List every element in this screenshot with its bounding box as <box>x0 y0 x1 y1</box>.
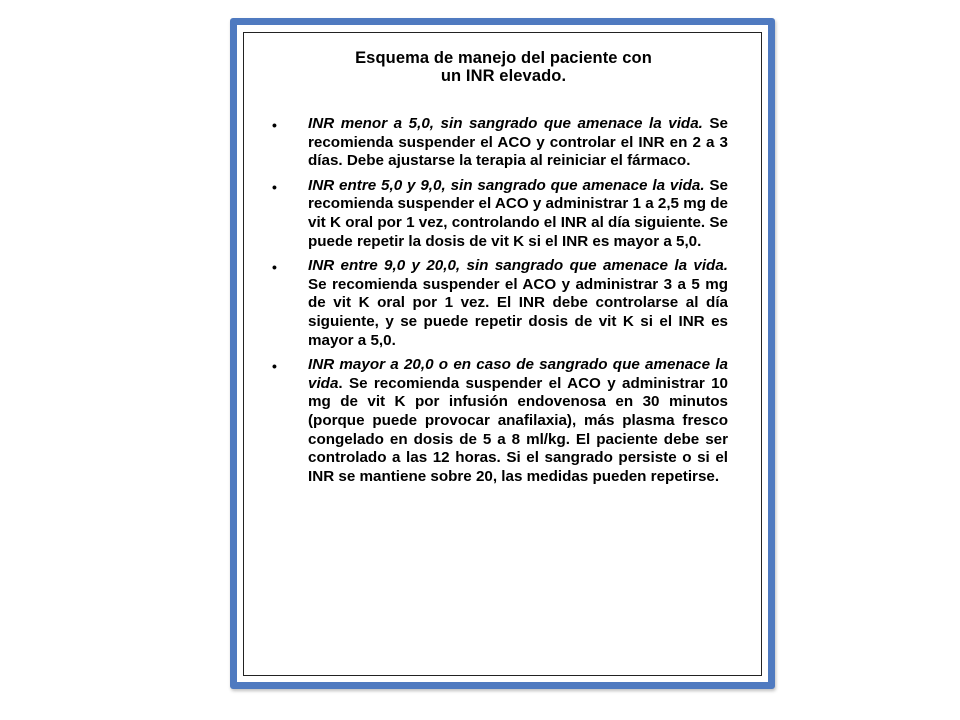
item-condition: INR entre 5,0 y 9,0, sin sangrado que amenace la vida. <box>308 176 705 194</box>
item-recommendation: Se recomienda suspender el ACO y administrar 1 a 2,5 mg de vit K oral por 1 vez, controlando el INR al día siguiente. Se puede repetir la dosis de vit K si el INR es mayor a 5,0. <box>308 176 728 250</box>
title-line-1: Esquema de manejo del paciente con <box>355 49 652 67</box>
item-condition: INR menor a 5,0, sin sangrado que amenace la vida. <box>308 115 703 132</box>
document-title <box>244 49 763 85</box>
bullet-icon: • <box>272 178 277 195</box>
list-item <box>272 177 728 251</box>
item-recommendation: Se recomienda suspender el ACO y controlar el INR en 2 a 3 días. Debe ajustarse la terapia al reiniciar el fármaco. <box>308 115 728 170</box>
list-item <box>272 257 728 350</box>
list-item-text <box>308 356 728 486</box>
management-list <box>272 115 728 492</box>
item-recommendation: Se recomienda suspender el ACO y administrar 3 a 5 mg de vit K oral por 1 vez. El INR debe controlarse al día siguiente, y se puede repetir dosis de vit K si el INR es mayor a 5,0. <box>308 275 728 349</box>
title-line-2: un INR elevado. <box>440 67 567 85</box>
bullet-icon: • <box>272 117 277 133</box>
list-item-text <box>308 115 728 171</box>
document-box <box>243 32 762 676</box>
item-condition: INR entre 9,0 y 20,0, sin sangrado que amenace la vida. <box>308 257 728 275</box>
item-condition: INR mayor a 20,0 o en caso de sangrado que amenace la vida <box>308 356 728 392</box>
list-item-text <box>308 257 728 350</box>
bullet-icon: • <box>272 358 277 375</box>
bullet-icon: • <box>272 259 277 276</box>
list-item <box>272 115 728 171</box>
list-item <box>272 356 728 486</box>
item-recommendation: . Se recomienda suspender el ACO y administrar 10 mg de vit K por infusión endovenosa en 30 minutos (porque puede provocar anafilaxia), más plasma fresco congelado en dosis de 5 a 8 ml/kg. El paciente debe ser controlado a las 12 horas. Si el sangrado persiste o si el INR se mantiene sobre 20, las medidas pueden repetirse. <box>308 374 728 485</box>
list-item-text <box>308 177 728 251</box>
